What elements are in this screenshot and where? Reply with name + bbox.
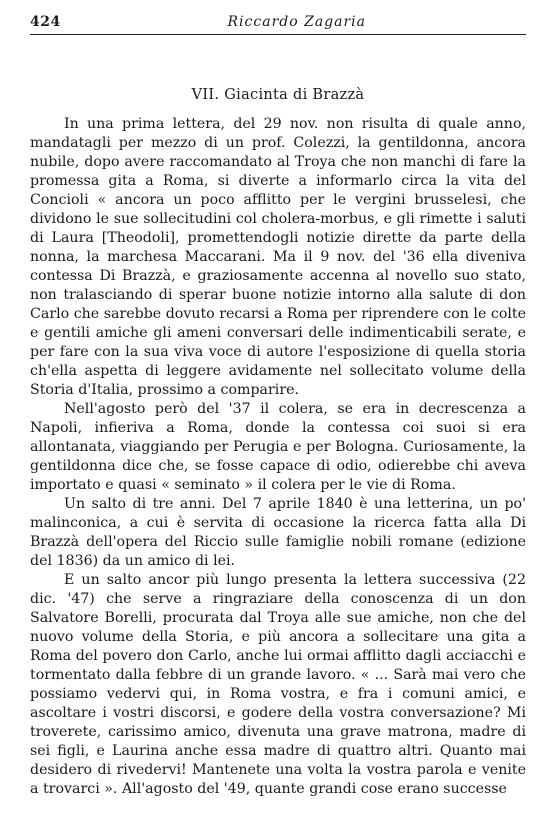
paragraph: E un salto ancor più lungo presenta la lettera successiva (22 dic. '47) che serve a ringraziare della conoscenza di un don Salvatore Borelli, procurata dal Troya alle sue amiche, non che del nuovo volume della Storia, e più ancora a sollecitare una gita a Roma del povero don Carlo, anche lui ormai afflitto dagli acciacchi e tormentato dalla febbre di un grande lavoro. « ... Sarà mai vero che possiamo vedervi qui, in Roma vostra, e fra i comuni amici, e ascoltare i vostri discorsi, e godere della vostra conversazione? Mi troverete, carissimo amico, divenuta una grave matrona, madre di sei figli, e Laurina anche essa madre di quattro altri. Quanto mai desidero di rivedervi! Mantenete una volta la vostra parola e venite a trovarci ». All'agosto del '49, quante grandi cose erano successe (30, 572, 526, 797)
body-text (30, 115, 526, 799)
paragraph: Nell'agosto però del '37 il colera, se era in decrescenza a Napoli, infieriva a Roma, donde la contessa coi suoi si era allontanata, viaggiando per Perugia e per Bologna. Curiosamente, la gentildonna dice che, se fosse capace di odio, odierebbe chi aveva importato e quasi « seminato » il colera per le vie di Roma. (30, 401, 526, 493)
running-title: Riccardo Zagaria (227, 14, 366, 30)
chapter-title: VII. Giacinta di Brazzà (191, 87, 365, 103)
page-number: 424 (30, 14, 61, 30)
running-head (30, 14, 526, 35)
paragraph: Un salto di tre anni. Del 7 aprile 1840 è una letterina, un po' malinconica, a cui è servita di occasione la ricerca fatta alla Di Brazzà dell'opera del Riccio sulle famiglie nobili romane (edizione del 1836) da un amico di lei. (30, 496, 526, 569)
paragraph: In una prima lettera, del 29 nov. non risulta di quale anno, mandatagli per mezzo di un prof. Colezzi, la gentildonna, ancora nubile, dopo avere raccomandato al Troya che non manchi di fare la promessa gita a Roma, si diverte a informarlo circa la vita del Concioli « ancora un poco afflitto per le vergini brusselesi, che dividono le sue sollecitudini col cholera-morbus, e gli rimette i saluti di Laura [Theodoli], promettendogli notizie dirette da parte della nonna, la marchesa Maccarani. Ma il 9 nov. del '36 ella diveniva contessa Di Brazzà, e graziosamente accenna al novello suo stato, non tralasciando di sperar buone notizie intorno alla salute di don Carlo che sarebbe dovuto recarsi a Roma per riprendere con le colte e gentili amiche gli ameni conversari delle indimenticabili serate, e per fare con la sua viva voce di autore l'esposizione di quella storia ch'ella aspetta di leggere avidamente nel sollecitato volume della Storia d'Italia, prossimo a comparire. (30, 116, 526, 398)
